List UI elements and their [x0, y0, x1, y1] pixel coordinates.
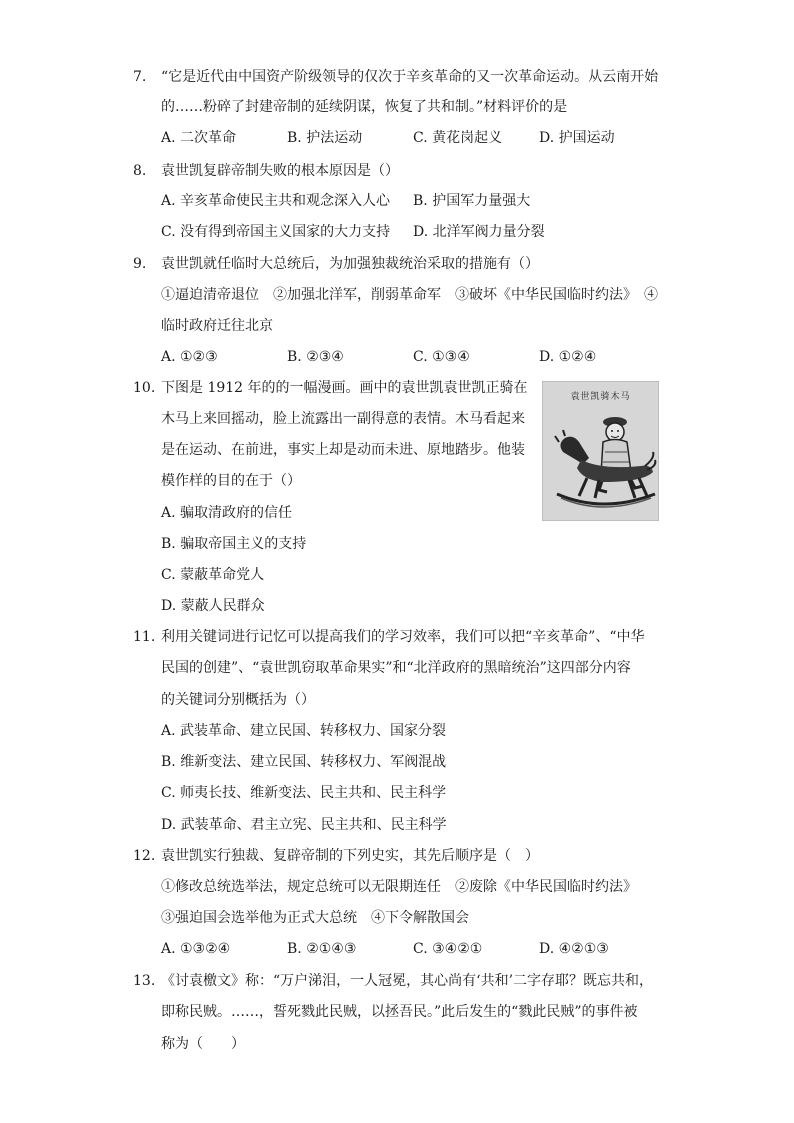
question-8-option-d: D. 北洋军阀力量分裂 — [413, 224, 545, 240]
question-9-option-a: A. ①②③ — [161, 349, 218, 365]
question-11-line-3: 的关键词分别概括为（） — [161, 692, 315, 708]
question-7-option-b: B. 护法运动 — [287, 130, 363, 146]
question-9-line-3: 临时政府迁往北京 — [161, 318, 273, 334]
question-8-option-b: B. 护国军力量强大 — [413, 193, 531, 209]
question-12-option-b: B. ②①④③ — [287, 941, 357, 957]
question-9-option-c: C. ①③④ — [413, 349, 470, 365]
question-8-option-c: C. 没有得到帝国主义国家的大力支持 — [161, 224, 391, 240]
question-10-option-a: A. 骗取清政府的信任 — [161, 505, 293, 521]
question-9-number: 9. — [133, 256, 147, 272]
question-7-option-c: C. 黄花岗起义 — [413, 130, 503, 146]
question-9-option-b: B. ②③④ — [287, 349, 344, 365]
question-9-line-1: 袁世凯就任临时大总统后，为加强独裁统治采取的措施有（） — [161, 256, 539, 272]
question-13-line-3: 称为（ ） — [161, 1036, 245, 1052]
question-8-line-1: 袁世凯复辟帝制失败的根本原因是（） — [161, 163, 399, 179]
question-7-line-2: 的……粉碎了封建帝制的延续阴谋，恢复了共和制。”材料评价的是 — [161, 99, 568, 115]
question-11-option-b: B. 维新变法、建立民国、转移权力、军阀混战 — [161, 754, 447, 770]
question-12-option-c: C. ③④②① — [413, 941, 483, 957]
question-11-number: 11. — [133, 629, 156, 645]
cartoon-image — [542, 381, 659, 521]
question-8-option-a: A. 辛亥革命使民主共和观念深入人心 — [161, 193, 391, 209]
question-10-line-1: 下图是 1912 年的的一幅漫画。画中的袁世凯袁世凯正骑在 — [161, 380, 528, 396]
question-12-line-1: 袁世凯实行独裁、复辟帝制的下列史实，其先后顺序是（ ） — [161, 848, 539, 864]
question-8-number: 8. — [133, 163, 147, 179]
question-7-line-1: “它是近代由中国资产阶级领导的仅次于辛亥革命的又一次革命运动。从云南开始 — [161, 69, 659, 85]
question-12-number: 12. — [133, 848, 156, 864]
rocking-horse-rider-illustration — [543, 382, 658, 520]
question-11-line-2: 民国的创建”、“袁世凯窃取革命果实”和“北洋政府的黑暗统治”这四部分内容 — [161, 660, 631, 676]
question-10-option-c: C. 蒙蔽革命党人 — [161, 567, 265, 583]
question-11-line-1: 利用关键词进行记忆可以提高我们的学习效率，我们可以把“辛亥革命”、“中华 — [161, 629, 645, 645]
question-10-number: 10. — [133, 380, 156, 396]
question-7-option-a: A. 二次革命 — [161, 130, 237, 146]
question-13-line-1: 《讨袁檄文》称：“万户涕泪，一人冠冕，其心尚有‘共和’二字存耶？既忘共和， — [161, 973, 654, 989]
question-13-number: 13. — [133, 973, 156, 989]
question-13-line-2: 即称民贼。……，誓死戮此民贼，以拯吾民。”此后发生的“戮此民贼”的事件被 — [161, 1004, 638, 1020]
question-11-option-c: C. 师夷长技、维新变法、民主共和、民主科学 — [161, 785, 447, 801]
question-10-line-3: 是在运动、在前进，事实上却是动而未进、原地踏步。他装 — [161, 442, 525, 458]
question-12-line-2: ①修改总统选举法，规定总统可以无限期连任 ②废除《中华民国临时约法》 — [161, 879, 637, 895]
question-12-line-3: ③强迫国会选举他为正式大总统 ④下令解散国会 — [161, 910, 469, 926]
question-10-option-b: B. 骗取帝国主义的支持 — [161, 536, 307, 552]
question-7-number: 7. — [133, 69, 147, 85]
question-7-option-d: D. 护国运动 — [539, 130, 615, 146]
cartoon-caption: 袁世凯骑木马 — [570, 392, 631, 402]
question-10-line-4: 模作样的目的在于（） — [161, 473, 301, 489]
question-9-line-2: ①逼迫清帝退位 ②加强北洋军，削弱革命军 ③破坏《中华民国临时约法》 ④ — [161, 287, 658, 303]
question-10-option-d: D. 蒙蔽人民群众 — [161, 598, 265, 614]
question-11-option-d: D. 武装革命、君主立宪、民主共和、民主科学 — [161, 817, 447, 833]
question-12-option-d: D. ④②①③ — [539, 941, 609, 957]
question-12-option-a: A. ①③②④ — [161, 941, 231, 957]
question-9-option-d: D. ①②④ — [539, 349, 597, 365]
question-11-option-a: A. 武装革命、建立民国、转移权力、国家分裂 — [161, 723, 447, 739]
question-10-line-2: 木马上来回摇动，脸上流露出一副得意的表情。木马看起来 — [161, 411, 525, 427]
